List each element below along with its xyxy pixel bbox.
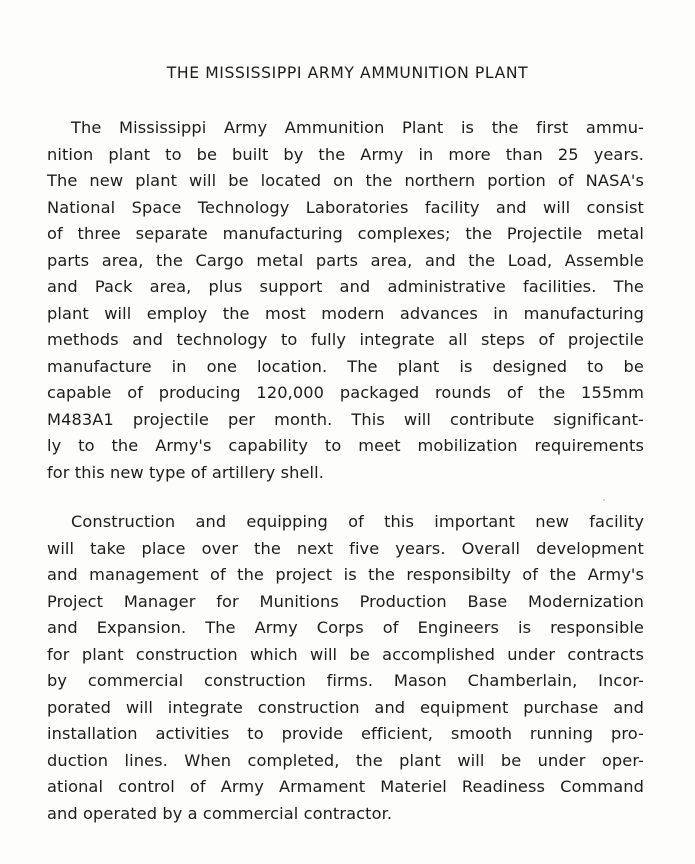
text-line: The new plant will be located on the northern portion of NASA's	[47, 171, 644, 190]
text-line: and management of the project is the responsibilty of the Army's	[47, 565, 644, 584]
text-line: nition plant to be built by the Army in more than 25 years.	[47, 144, 644, 164]
paragraph-1	[47, 115, 644, 486]
text-line: Construction and equipping of this important new facility	[71, 512, 644, 531]
paper-speck	[603, 499, 605, 501]
text-line: and Expansion. The Army Corps of Engineers is responsible	[47, 618, 644, 637]
text-line: parts area, the Cargo metal parts area, and the Load, Assemble	[47, 250, 644, 270]
text-line: M483A1 projectile per month. This will contribute significant-	[47, 409, 644, 429]
text-line: for this new type of artillery shell.	[47, 462, 324, 482]
page-title: THE MISSISSIPPI ARMY AMMUNITION PLANT	[166, 64, 529, 82]
text-line: porated will integrate construction and equipment purchase and	[47, 697, 644, 717]
text-line: capable of producing 120,000 packaged rounds of the 155mm	[47, 383, 644, 402]
text-line: ational control of Army Armament Materiel Readiness Command	[47, 777, 644, 796]
text-line: National Space Technology Laboratories facility and will consist	[47, 197, 644, 217]
text-line: duction lines. When completed, the plant will be under oper-	[47, 750, 644, 770]
text-line: will take place over the next five years. Overall development	[47, 538, 644, 558]
text-line: by commercial construction firms. Mason Chamberlain, Incor-	[47, 671, 644, 690]
text-line: and Pack area, plus support and administrative facilities. The	[47, 277, 644, 296]
paragraph-2	[47, 509, 644, 827]
text-line: methods and technology to fully integrate all steps of projectile	[47, 330, 644, 349]
text-line: Project Manager for Munitions Production Base Modernization	[47, 591, 644, 611]
text-line: for plant construction which will be accomplished under contracts	[47, 644, 644, 664]
text-line: manufacture in one location. The plant is designed to be	[47, 356, 644, 376]
text-line: of three separate manufacturing complexes; the Projectile metal	[47, 224, 644, 243]
text-line: installation activities to provide efficient, smooth running pro-	[47, 724, 644, 743]
text-line: and operated by a commercial contractor.	[47, 803, 393, 823]
text-line: The Mississippi Army Ammunition Plant is the first ammu-	[71, 118, 644, 137]
text-line: plant will employ the most modern advances in manufacturing	[47, 303, 644, 323]
text-line: ly to the Army's capability to meet mobilization requirements	[47, 436, 644, 455]
